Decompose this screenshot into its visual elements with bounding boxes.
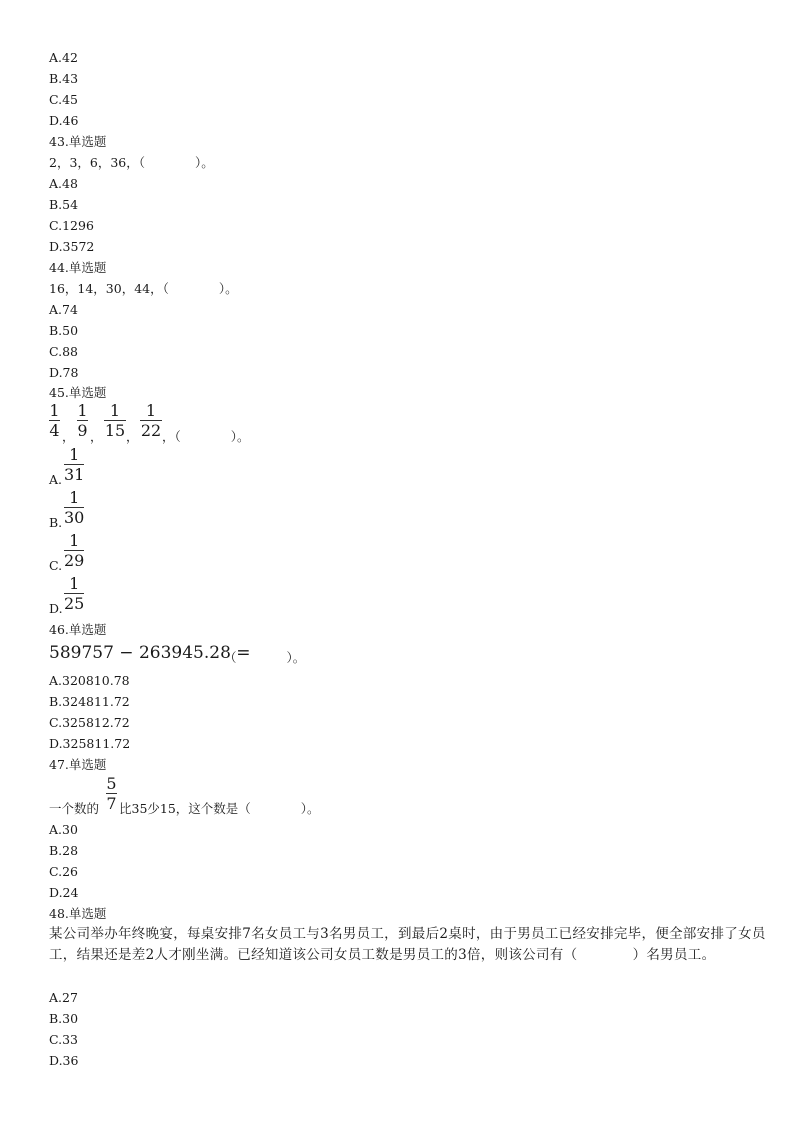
q45-stem-fraction <box>104 402 126 439</box>
q47-option-d[interactable]: D.24 <box>49 885 79 900</box>
q47-option-b[interactable]: B.28 <box>49 843 79 858</box>
q48-option-d[interactable]: D.36 <box>49 1053 79 1068</box>
q45-stem-fraction <box>49 402 60 439</box>
q46-option-c[interactable]: C.325812.72 <box>49 715 130 730</box>
q45-option-b-fraction[interactable] <box>64 489 84 526</box>
q45-stem-separator: ， <box>62 429 75 444</box>
fraction-denominator: 9 <box>77 421 88 440</box>
q45-option-a-label[interactable]: A. <box>49 472 63 487</box>
fraction-denominator: 22 <box>140 421 162 440</box>
q43-option-d[interactable]: D.3572 <box>49 239 95 254</box>
q45-stem-tail: ，（ ）。 <box>162 429 250 444</box>
q46-expression: 589757 − 263945.28 = <box>49 643 251 663</box>
fraction-numerator: 1 <box>145 401 157 420</box>
q45-option-a-fraction[interactable] <box>64 446 84 483</box>
fraction-numerator: 1 <box>49 401 60 420</box>
q45-option-d-label[interactable]: D. <box>49 601 63 616</box>
q47-stem-fraction <box>106 775 117 812</box>
q45-stem-fraction <box>140 402 162 439</box>
q43-option-c[interactable]: C.1296 <box>49 218 94 233</box>
fraction-denominator: 7 <box>106 794 117 813</box>
q44-stem: 16，14，30，44，（ ）。 <box>49 281 238 296</box>
q45-option-c-fraction[interactable] <box>64 532 84 569</box>
fraction-numerator: 1 <box>69 531 80 550</box>
q47-option-a[interactable]: A.30 <box>49 822 78 837</box>
fraction-denominator: 15 <box>104 421 126 440</box>
q46-option-b[interactable]: B.324811.72 <box>49 694 130 709</box>
q44-option-d[interactable]: D.78 <box>49 365 79 380</box>
fraction-numerator: 1 <box>69 445 80 464</box>
q43-title: 43.单选题 <box>49 134 107 149</box>
q45-option-b-label[interactable]: B. <box>49 515 63 530</box>
q48-option-b[interactable]: B.30 <box>49 1011 79 1026</box>
q46-stem-tail: （ ）。 <box>224 650 306 665</box>
q47-option-c[interactable]: C.26 <box>49 864 78 879</box>
fraction-denominator: 4 <box>49 421 60 440</box>
q46-option-d[interactable]: D.325811.72 <box>49 736 131 751</box>
q43-option-a[interactable]: A.48 <box>49 176 78 191</box>
q45-stem-separator: ， <box>90 429 103 444</box>
q45-option-d-fraction[interactable] <box>64 575 84 612</box>
q45-stem-fraction <box>77 402 88 439</box>
q45-option-c-label[interactable]: C. <box>49 558 63 573</box>
q42-option-a[interactable]: A.42 <box>49 50 78 65</box>
fraction-numerator: 1 <box>69 488 80 507</box>
q45-title: 45.单选题 <box>49 385 107 400</box>
q43-option-b[interactable]: B.54 <box>49 197 79 212</box>
q47-stem-before: 一个数的 <box>49 801 100 816</box>
q48-option-a[interactable]: A.27 <box>49 990 78 1005</box>
fraction-denominator: 31 <box>64 465 85 484</box>
fraction-numerator: 1 <box>69 574 80 593</box>
q42-option-c[interactable]: C.45 <box>49 92 78 107</box>
fraction-denominator: 25 <box>64 594 85 613</box>
q47-stem-after: 比35少15，这个数是（ ）。 <box>119 801 320 816</box>
fraction-denominator: 29 <box>64 551 85 570</box>
fraction-numerator: 1 <box>109 401 121 420</box>
fraction-numerator: 5 <box>106 774 117 793</box>
q46-title: 46.单选题 <box>49 622 107 637</box>
q44-option-c[interactable]: C.88 <box>49 344 78 359</box>
q47-title: 47.单选题 <box>49 757 107 772</box>
q48-option-c[interactable]: C.33 <box>49 1032 78 1047</box>
q42-option-d[interactable]: D.46 <box>49 113 79 128</box>
q44-title: 44.单选题 <box>49 260 107 275</box>
q43-stem: 2，3，6，36，（ ）。 <box>49 155 214 170</box>
fraction-numerator: 1 <box>77 401 88 420</box>
fraction-denominator: 30 <box>64 508 85 527</box>
q44-option-b[interactable]: B.50 <box>49 323 79 338</box>
q48-stem: 某公司举办年终晚宴，每桌安排7名女员工与3名男员工，到最后2桌时，由于男员工已经安排完毕，便全部安排了女员工，结果还是差2人才刚坐满。已经知道该公司女员工数是男员工的3倍，则该公司有（ ）名男员工。 <box>49 926 766 963</box>
q44-option-a[interactable]: A.74 <box>49 302 78 317</box>
q45-stem-separator: ， <box>126 429 139 444</box>
q46-option-a[interactable]: A.320810.78 <box>49 673 130 688</box>
q42-option-b[interactable]: B.43 <box>49 71 79 86</box>
q48-title: 48.单选题 <box>49 906 107 921</box>
